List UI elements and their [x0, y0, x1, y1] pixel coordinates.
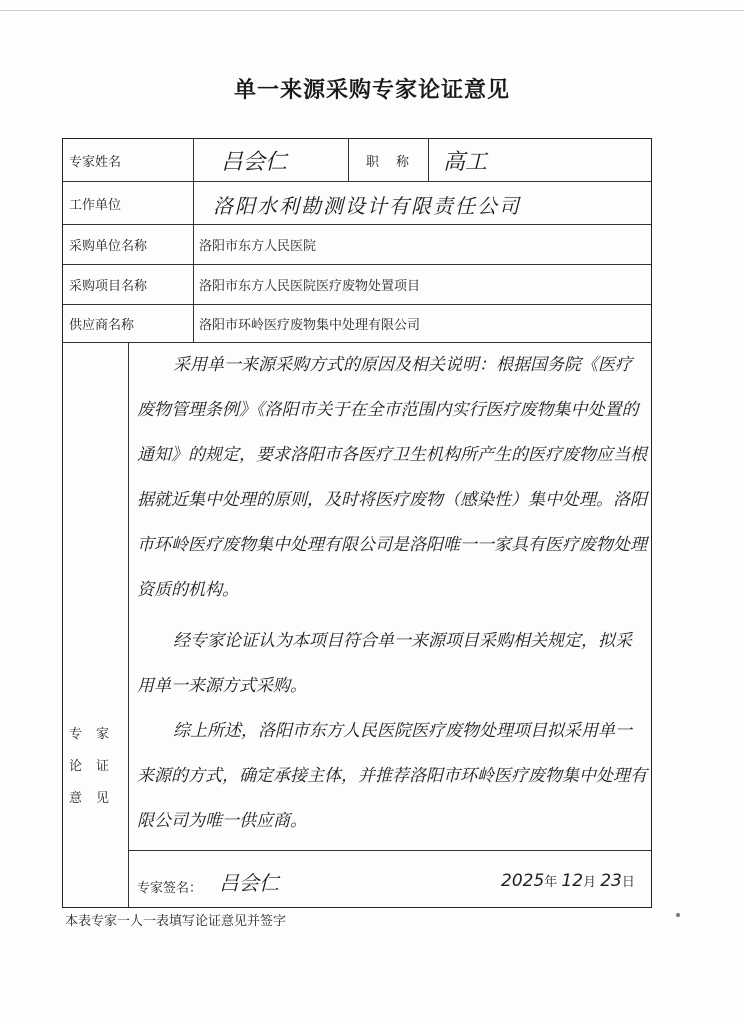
divider — [193, 182, 194, 224]
purchaser-label: 采购单位名称 — [69, 239, 148, 254]
row-supplier — [63, 305, 651, 343]
divider — [193, 265, 194, 304]
expert-name-value: 吕会仁 — [221, 150, 288, 175]
project-value: 洛阳市东方人民医院医疗废物处置项目 — [199, 279, 421, 294]
signature-value: 吕会仁 — [219, 871, 279, 895]
opinion-label-line: 意见 — [69, 791, 124, 806]
opinion-label-line: 论证 — [69, 759, 124, 774]
work-unit-value: 洛阳水利勘测设计有限责任公司 — [213, 194, 521, 218]
expert-name-label: 专家姓名 — [69, 154, 122, 170]
supplier-value: 洛阳市环岭医疗废物集中处理有限公司 — [199, 318, 421, 333]
date-year: 2025 — [501, 871, 545, 891]
opinion-label-line: 专家 — [69, 727, 124, 742]
divider — [193, 139, 194, 181]
row-work-unit — [63, 182, 651, 225]
date-day-unit: 日 — [621, 875, 635, 890]
opinion-paragraph: 采用单一来源采购方式的原因及相关说明：根据国务院《医疗废物管理条例》《洛阳市关于在全市范围内实行医疗废物集中处置的通知》的规定，要求洛阳市各医疗卫生机构所产生的医疗废物应当根据就近集中处理的原则，及时将医疗废物（感染性）集中处理。洛阳市环岭医疗废物集中处理有限公司是洛阳唯一一家具有医疗废物处理资质的机构。 — [137, 355, 647, 600]
date-day: 23 — [600, 871, 622, 891]
row-purchaser — [63, 225, 651, 265]
row-project — [63, 265, 651, 305]
opinion-paragraph: 经专家论证认为本项目符合单一来源项目采购相关规定，拟采用单一来源方式采购。 — [137, 631, 632, 696]
supplier-label: 供应商名称 — [69, 318, 135, 333]
project-label: 采购项目名称 — [69, 279, 148, 294]
signature-date — [501, 871, 635, 891]
divider — [428, 139, 429, 181]
date-year-unit: 年 — [544, 875, 558, 890]
footer-note: 本表专家一人一表填写论证意见并签字 — [65, 914, 287, 929]
signature-label: 专家签名： — [137, 881, 203, 896]
purchaser-value: 洛阳市东方人民医院 — [199, 239, 317, 254]
opinion-text — [137, 343, 647, 844]
date-month-unit: 月 — [583, 875, 597, 890]
opinion-area — [128, 343, 651, 907]
date-month: 12 — [561, 871, 584, 891]
divider — [193, 305, 194, 342]
divider — [193, 225, 194, 264]
row-expert-name — [63, 139, 651, 182]
signature-row — [129, 850, 651, 907]
work-unit-label: 工作单位 — [69, 197, 122, 213]
scan-speck — [676, 913, 680, 917]
page-edge-line — [0, 10, 744, 11]
opinion-label — [63, 719, 128, 815]
opinion-paragraph: 综上所述，洛阳市东方人民医院医疗废物处理项目拟采用单一来源的方式，确定承接主体，并推荐洛阳市环岭医疗废物集中处理有限公司为唯一供应商。 — [137, 721, 647, 831]
expert-opinion-form — [62, 138, 652, 908]
job-title-label: 职 称 — [366, 154, 412, 170]
page-title: 单一来源采购专家论证意见 — [233, 78, 510, 103]
job-title-value: 高工 — [443, 150, 488, 175]
